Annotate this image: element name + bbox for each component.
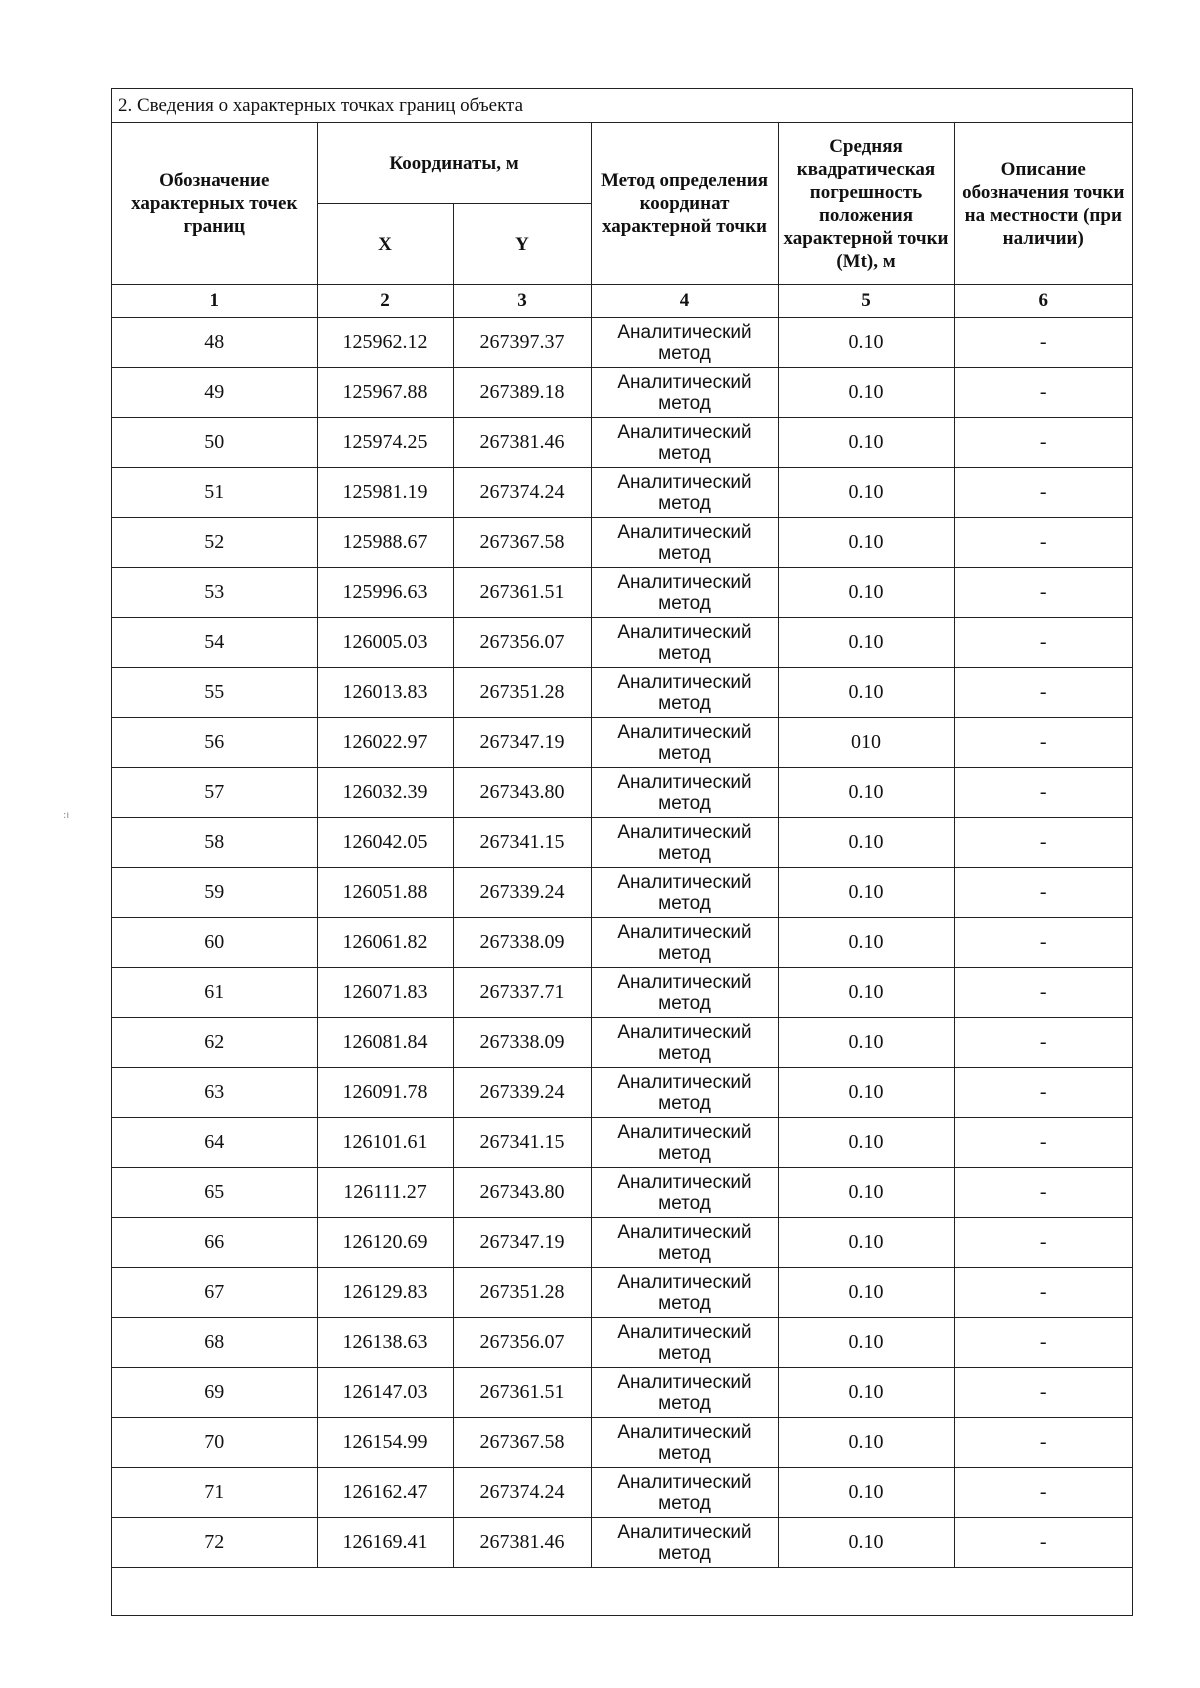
table-row [112, 918, 1132, 968]
table-row [112, 968, 1132, 1018]
x-coordinate-cell: 126022.97 [317, 718, 453, 768]
error-cell: 0.10 [778, 868, 954, 918]
error-cell: 0.10 [778, 318, 954, 368]
point-cell: 54 [112, 618, 317, 668]
error-cell: 0.10 [778, 668, 954, 718]
y-coordinate-cell: 267337.71 [453, 968, 591, 1018]
description-cell: - [954, 1518, 1132, 1568]
y-coordinate-cell: 267397.37 [453, 318, 591, 368]
description-cell: - [954, 468, 1132, 518]
error-cell: 0.10 [778, 1068, 954, 1118]
description-cell: - [954, 1118, 1132, 1168]
method-cell: Аналитический метод [591, 1468, 778, 1518]
table-row [112, 868, 1132, 918]
x-coordinate-cell: 126042.05 [317, 818, 453, 868]
method-cell: Аналитический метод [591, 1418, 778, 1468]
method-cell: Аналитический метод [591, 968, 778, 1018]
point-cell: 65 [112, 1168, 317, 1218]
description-cell: - [954, 1468, 1132, 1518]
y-coordinate-cell: 267374.24 [453, 468, 591, 518]
x-coordinate-cell: 126147.03 [317, 1368, 453, 1418]
error-cell: 0.10 [778, 1368, 954, 1418]
table-row [112, 818, 1132, 868]
document-frame [111, 88, 1133, 1616]
point-cell: 58 [112, 818, 317, 868]
description-cell: - [954, 668, 1132, 718]
method-cell: Аналитический метод [591, 318, 778, 368]
error-cell: 0.10 [778, 1168, 954, 1218]
table-row [112, 618, 1132, 668]
method-cell: Аналитический метод [591, 418, 778, 468]
x-coordinate-cell: 126013.83 [317, 668, 453, 718]
point-cell: 62 [112, 1018, 317, 1068]
table-row [112, 1518, 1132, 1568]
error-cell: 0.10 [778, 468, 954, 518]
method-cell: Аналитический метод [591, 1168, 778, 1218]
x-coordinate-cell: 126061.82 [317, 918, 453, 968]
description-cell: - [954, 418, 1132, 468]
y-coordinate-cell: 267381.46 [453, 1518, 591, 1568]
error-cell: 010 [778, 718, 954, 768]
error-cell: 0.10 [778, 1468, 954, 1518]
header-designation: Обозначение характерных точек границ [112, 123, 317, 285]
header-description: Описание обозначения точки на местности (при наличии) [954, 123, 1132, 285]
x-coordinate-cell: 125974.25 [317, 418, 453, 468]
table-row [112, 1468, 1132, 1518]
table-row [112, 1068, 1132, 1118]
point-cell: 64 [112, 1118, 317, 1168]
margin-mark: :ı [63, 810, 70, 821]
point-cell: 72 [112, 1518, 317, 1568]
error-cell: 0.10 [778, 1218, 954, 1268]
x-coordinate-cell: 126162.47 [317, 1468, 453, 1518]
table-row [112, 1118, 1132, 1168]
description-cell: - [954, 1368, 1132, 1418]
error-cell: 0.10 [778, 418, 954, 468]
column-number: 6 [954, 285, 1132, 318]
method-cell: Аналитический метод [591, 1068, 778, 1118]
header-coordinates: Координаты, м [317, 123, 591, 204]
y-coordinate-cell: 267341.15 [453, 818, 591, 868]
point-cell: 66 [112, 1218, 317, 1268]
error-cell: 0.10 [778, 1268, 954, 1318]
error-cell: 0.10 [778, 368, 954, 418]
method-cell: Аналитический метод [591, 518, 778, 568]
section-title: 2. Сведения о характерных точках границ объекта [112, 89, 1132, 123]
y-coordinate-cell: 267361.51 [453, 568, 591, 618]
y-coordinate-cell: 267339.24 [453, 1068, 591, 1118]
description-cell: - [954, 868, 1132, 918]
x-coordinate-cell: 126154.99 [317, 1418, 453, 1468]
x-coordinate-cell: 126138.63 [317, 1318, 453, 1368]
method-cell: Аналитический метод [591, 668, 778, 718]
header-y: Y [453, 204, 591, 285]
error-cell: 0.10 [778, 1518, 954, 1568]
description-cell: - [954, 1218, 1132, 1268]
table-row [112, 1018, 1132, 1068]
y-coordinate-cell: 267367.58 [453, 1418, 591, 1468]
x-coordinate-cell: 125967.88 [317, 368, 453, 418]
description-cell: - [954, 768, 1132, 818]
x-coordinate-cell: 126169.41 [317, 1518, 453, 1568]
point-cell: 69 [112, 1368, 317, 1418]
y-coordinate-cell: 267356.07 [453, 1318, 591, 1368]
x-coordinate-cell: 126071.83 [317, 968, 453, 1018]
x-coordinate-cell: 126091.78 [317, 1068, 453, 1118]
table-row [112, 768, 1132, 818]
point-cell: 59 [112, 868, 317, 918]
y-coordinate-cell: 267347.19 [453, 1218, 591, 1268]
x-coordinate-cell: 126051.88 [317, 868, 453, 918]
method-cell: Аналитический метод [591, 868, 778, 918]
method-cell: Аналитический метод [591, 568, 778, 618]
method-cell: Аналитический метод [591, 918, 778, 968]
method-cell: Аналитический метод [591, 1018, 778, 1068]
table-row [112, 1418, 1132, 1468]
table-row [112, 568, 1132, 618]
point-cell: 61 [112, 968, 317, 1018]
column-number: 1 [112, 285, 317, 318]
point-cell: 48 [112, 318, 317, 368]
x-coordinate-cell: 126111.27 [317, 1168, 453, 1218]
y-coordinate-cell: 267347.19 [453, 718, 591, 768]
table-row [112, 718, 1132, 768]
description-cell: - [954, 318, 1132, 368]
y-coordinate-cell: 267343.80 [453, 1168, 591, 1218]
error-cell: 0.10 [778, 1418, 954, 1468]
point-cell: 67 [112, 1268, 317, 1318]
y-coordinate-cell: 267389.18 [453, 368, 591, 418]
table-body [112, 318, 1132, 1568]
y-coordinate-cell: 267381.46 [453, 418, 591, 468]
error-cell: 0.10 [778, 1018, 954, 1068]
column-number-row [112, 285, 1132, 318]
description-cell: - [954, 918, 1132, 968]
x-coordinate-cell: 125981.19 [317, 468, 453, 518]
description-cell: - [954, 718, 1132, 768]
method-cell: Аналитический метод [591, 1118, 778, 1168]
point-cell: 51 [112, 468, 317, 518]
column-number: 4 [591, 285, 778, 318]
point-cell: 52 [112, 518, 317, 568]
y-coordinate-cell: 267343.80 [453, 768, 591, 818]
error-cell: 0.10 [778, 818, 954, 868]
method-cell: Аналитический метод [591, 1318, 778, 1368]
error-cell: 0.10 [778, 518, 954, 568]
point-cell: 70 [112, 1418, 317, 1468]
boundary-points-table [112, 89, 1132, 1604]
empty-footer-row [112, 1568, 1132, 1605]
column-number: 3 [453, 285, 591, 318]
description-cell: - [954, 1168, 1132, 1218]
table-row [112, 1368, 1132, 1418]
y-coordinate-cell: 267374.24 [453, 1468, 591, 1518]
x-coordinate-cell: 126032.39 [317, 768, 453, 818]
table-row [112, 468, 1132, 518]
x-coordinate-cell: 126129.83 [317, 1268, 453, 1318]
description-cell: - [954, 968, 1132, 1018]
error-cell: 0.10 [778, 968, 954, 1018]
point-cell: 68 [112, 1318, 317, 1368]
description-cell: - [954, 568, 1132, 618]
x-coordinate-cell: 125988.67 [317, 518, 453, 568]
table-row [112, 1218, 1132, 1268]
y-coordinate-cell: 267367.58 [453, 518, 591, 568]
point-cell: 53 [112, 568, 317, 618]
y-coordinate-cell: 267351.28 [453, 668, 591, 718]
empty-footer-cell [112, 1568, 1132, 1605]
method-cell: Аналитический метод [591, 468, 778, 518]
header-x: X [317, 204, 453, 285]
y-coordinate-cell: 267338.09 [453, 918, 591, 968]
table-row [112, 368, 1132, 418]
y-coordinate-cell: 267339.24 [453, 868, 591, 918]
table-row [112, 668, 1132, 718]
y-coordinate-cell: 267361.51 [453, 1368, 591, 1418]
point-cell: 71 [112, 1468, 317, 1518]
y-coordinate-cell: 267341.15 [453, 1118, 591, 1168]
point-cell: 49 [112, 368, 317, 418]
table-row [112, 318, 1132, 368]
method-cell: Аналитический метод [591, 768, 778, 818]
column-number: 5 [778, 285, 954, 318]
description-cell: - [954, 1318, 1132, 1368]
x-coordinate-cell: 125962.12 [317, 318, 453, 368]
description-cell: - [954, 818, 1132, 868]
method-cell: Аналитический метод [591, 368, 778, 418]
y-coordinate-cell: 267338.09 [453, 1018, 591, 1068]
table-row [112, 1268, 1132, 1318]
error-cell: 0.10 [778, 1318, 954, 1368]
method-cell: Аналитический метод [591, 818, 778, 868]
description-cell: - [954, 1068, 1132, 1118]
x-coordinate-cell: 125996.63 [317, 568, 453, 618]
method-cell: Аналитический метод [591, 1518, 778, 1568]
x-coordinate-cell: 126101.61 [317, 1118, 453, 1168]
table-row [112, 518, 1132, 568]
x-coordinate-cell: 126081.84 [317, 1018, 453, 1068]
header-error: Средняя квадратическая погрешность положения характерной точки (Mt), м [778, 123, 954, 285]
method-cell: Аналитический метод [591, 1218, 778, 1268]
method-cell: Аналитический метод [591, 718, 778, 768]
method-cell: Аналитический метод [591, 1268, 778, 1318]
point-cell: 63 [112, 1068, 317, 1118]
description-cell: - [954, 618, 1132, 668]
description-cell: - [954, 518, 1132, 568]
error-cell: 0.10 [778, 918, 954, 968]
x-coordinate-cell: 126120.69 [317, 1218, 453, 1268]
table-row [112, 1318, 1132, 1368]
error-cell: 0.10 [778, 1118, 954, 1168]
method-cell: Аналитический метод [591, 618, 778, 668]
point-cell: 50 [112, 418, 317, 468]
column-number: 2 [317, 285, 453, 318]
table-row [112, 1168, 1132, 1218]
y-coordinate-cell: 267356.07 [453, 618, 591, 668]
error-cell: 0.10 [778, 618, 954, 668]
table-row [112, 418, 1132, 468]
description-cell: - [954, 1418, 1132, 1468]
description-cell: - [954, 1018, 1132, 1068]
error-cell: 0.10 [778, 568, 954, 618]
header-method: Метод определения координат характерной точки [591, 123, 778, 285]
description-cell: - [954, 1268, 1132, 1318]
x-coordinate-cell: 126005.03 [317, 618, 453, 668]
point-cell: 55 [112, 668, 317, 718]
description-cell: - [954, 368, 1132, 418]
y-coordinate-cell: 267351.28 [453, 1268, 591, 1318]
point-cell: 57 [112, 768, 317, 818]
point-cell: 60 [112, 918, 317, 968]
point-cell: 56 [112, 718, 317, 768]
error-cell: 0.10 [778, 768, 954, 818]
method-cell: Аналитический метод [591, 1368, 778, 1418]
